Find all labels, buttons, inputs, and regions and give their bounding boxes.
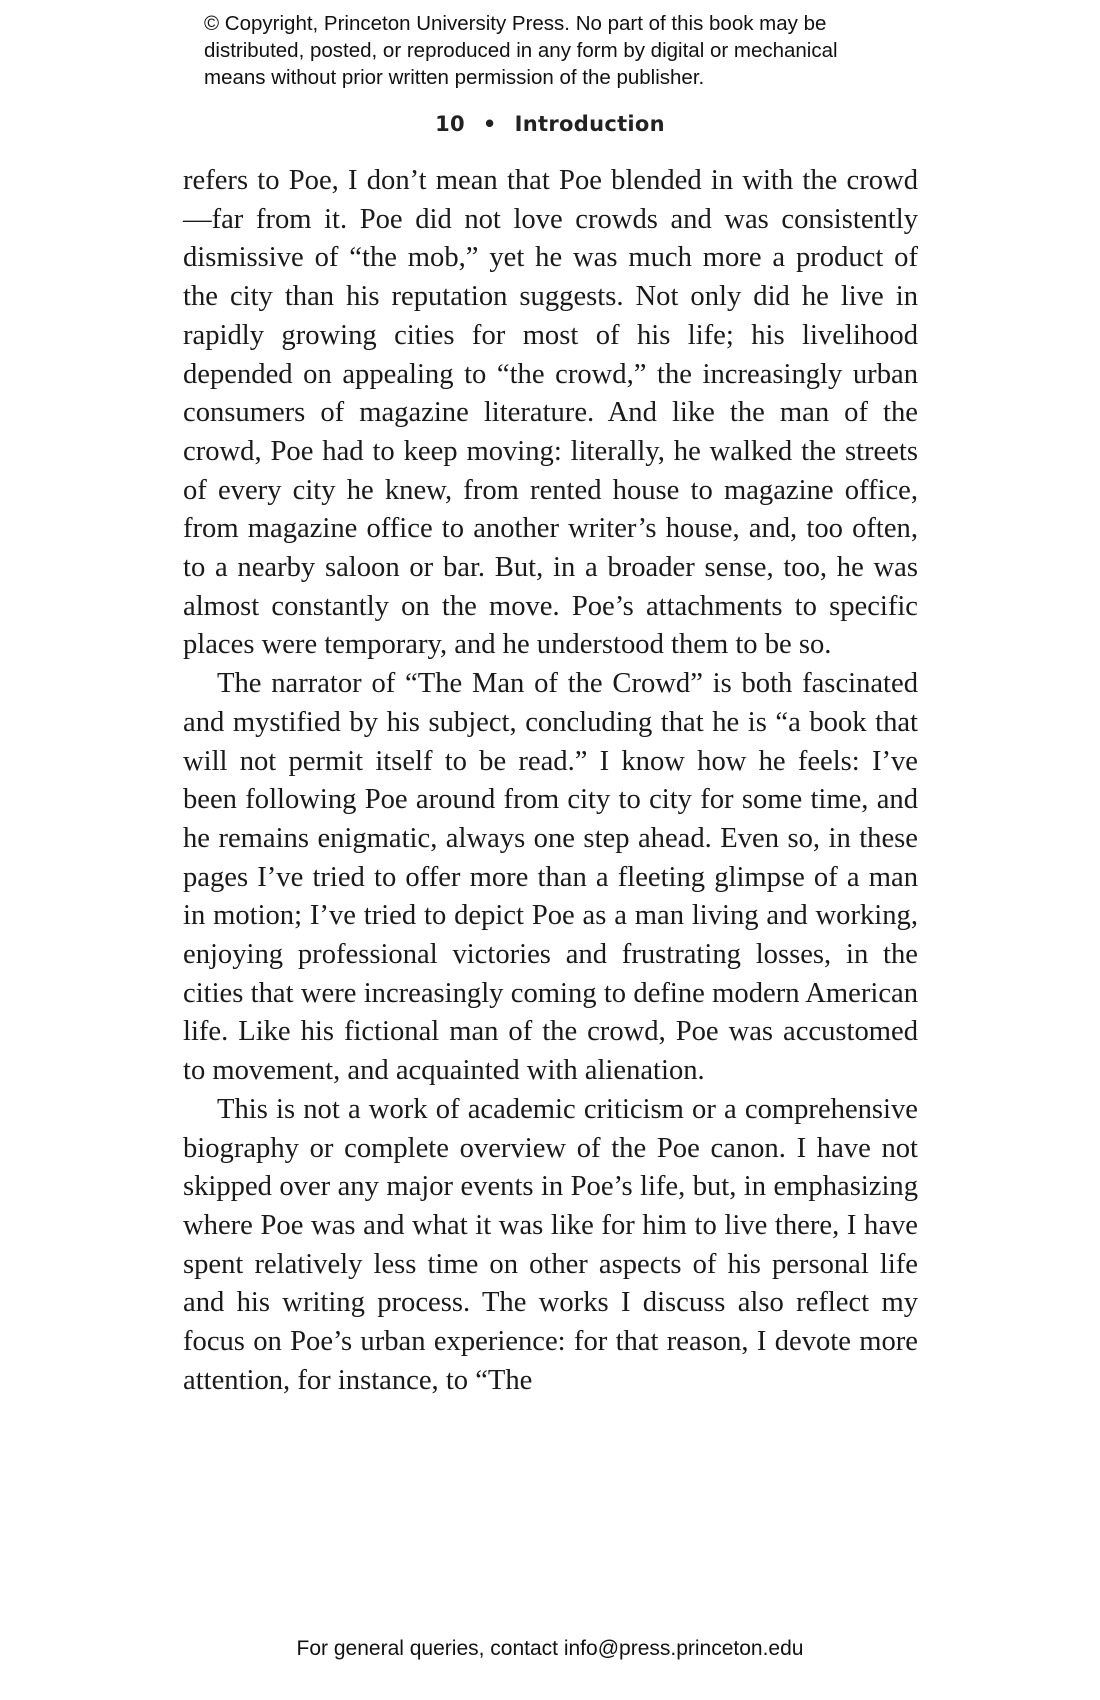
copyright-line: distributed, posted, or reproduced in any form by digital or mechanical [204,39,838,62]
copyright-line: means without prior written permission of the publisher. [204,66,705,89]
body-paragraph: The narrator of “The Man of the Crowd” is both fascinated and mystified by his subject, concluding that he is “a book that will not permit itself to be read.” I know how he feels: I’ve been following Poe around from city to city for some time, and he remains enigmatic, always one step ahead. Even so, in these pages I’ve tried to offer more than a fleeting glimpse of a man in motion; I’ve tried to depict Poe as a man living and working, enjoying professional victories and frustrating losses, in the cities that were increasingly coming to define modern American life. Like his fictional man of the crowd, Poe was accustomed to movement, and acquainted with alienation. [183,668,918,1087]
copyright-line: © Copyright, Princeton University Press. No part of this book may be [204,12,827,35]
page-number: 10 [435,112,465,136]
footer-contact: For general queries, contact info@press.princeton.edu [296,1637,804,1660]
section-title: Introduction [514,112,665,136]
copyright-notice [204,10,924,91]
bullet-separator: • [482,112,497,136]
running-head [0,110,1100,138]
page-body [183,162,918,1401]
body-paragraph: This is not a work of academic criticism or a comprehensive biography or complete overview of the Poe canon. I have not skipped over any major events in Poe’s life, but, in emphasizing where Poe was and what it was like for him to live there, I have spent relatively less time on other aspects of his personal life and his writing process. The works I discuss also reflect my focus on Poe’s urban experience: for that reason, I devote more attention, for instance, to “The [183,1093,918,1396]
body-paragraph: refers to Poe, I don’t mean that Poe blended in with the crowd—far from it. Poe did not love crowds and was consistently dismissive of “the mob,” yet he was much more a product of the city than his reputation suggests. Not only did he live in rapidly growing cities for most of his life; his livelihood depended on appealing to “the crowd,” the increasingly urban consumers of magazine literature. And like the man of the crowd, Poe had to keep moving: literally, he walked the streets of every city he knew, from rented house to magazine office, from magazine office to another writer’s house, and, too often, to a nearby saloon or bar. But, in a broader sense, too, he was almost constantly on the move. Poe’s attachments to specific places were temporary, and he understood them to be so. [183,165,918,661]
